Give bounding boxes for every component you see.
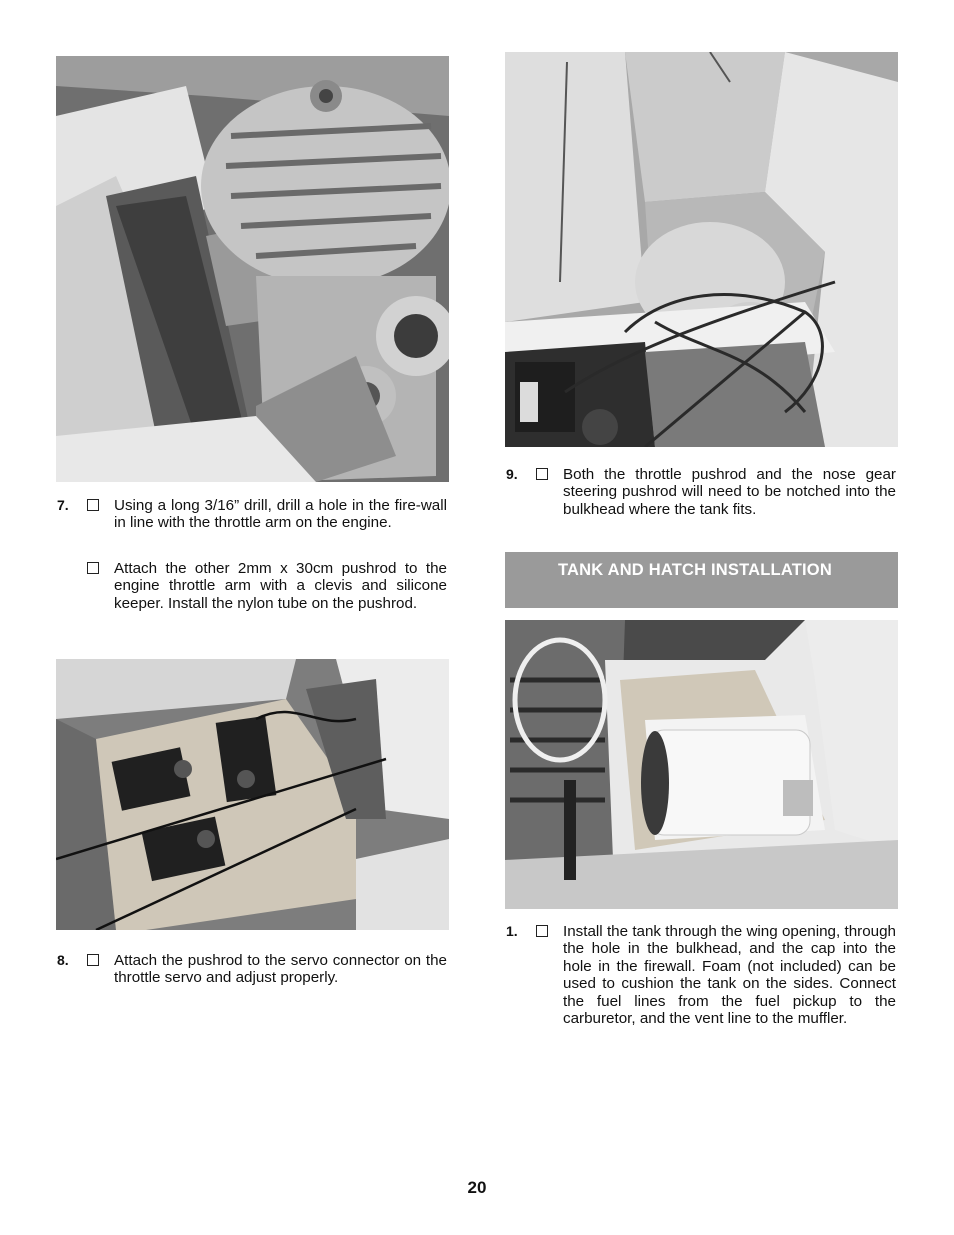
servo-tray-photo (56, 659, 449, 930)
page-number: 20 (467, 1178, 487, 1197)
step-9-text: Both the throttle pushrod and the nose gear steering pushrod will need to be notched into the bulkhead where the tank fits. (563, 466, 896, 518)
tank-step-1 (506, 923, 896, 1045)
bulkhead-photo (505, 52, 898, 447)
step-8-checkbox[interactable] (87, 954, 99, 966)
step-9 (506, 466, 896, 518)
section-header (505, 552, 898, 608)
step-8-number: 8. (57, 952, 69, 968)
step-8-text: Attach the pushrod to the servo connector on the throttle servo and adjust properly. (114, 952, 447, 987)
step-7-text-a: Using a long 3/16” drill, drill a hole in the fire-wall in line with the throttle arm on the engine. (114, 497, 447, 532)
step-7-number: 7. (57, 497, 69, 513)
section-header-title: TANK AND HATCH INSTALLATION (558, 561, 832, 579)
step-9-checkbox[interactable] (536, 468, 548, 480)
step-8 (57, 952, 447, 988)
step-7-checkbox[interactable] (87, 499, 99, 511)
step-7-sub (57, 560, 447, 630)
step-7 (57, 497, 447, 549)
step-9-number: 9. (506, 466, 518, 482)
tank-step-1-text: Install the tank through the wing opening, through the hole in the bulkhead, and the cap into the hole in the firewall. Foam (not included) can be used to cushion the tank on the sides. Connect the fuel lines from the fuel pickup to the carburetor, and the vent line to the muffler. (563, 923, 896, 1028)
step-7-sub-checkbox[interactable] (87, 562, 99, 574)
tank-step-1-number: 1. (506, 923, 518, 939)
fuel-tank-photo (505, 620, 898, 909)
step-7-text-b: Attach the other 2mm x 30cm pushrod to the engine throttle arm with a clevis and silicone keeper. Install the nylon tube on the pushrod. (114, 560, 447, 612)
engine-photo (56, 56, 449, 482)
tank-step-1-checkbox[interactable] (536, 925, 548, 937)
